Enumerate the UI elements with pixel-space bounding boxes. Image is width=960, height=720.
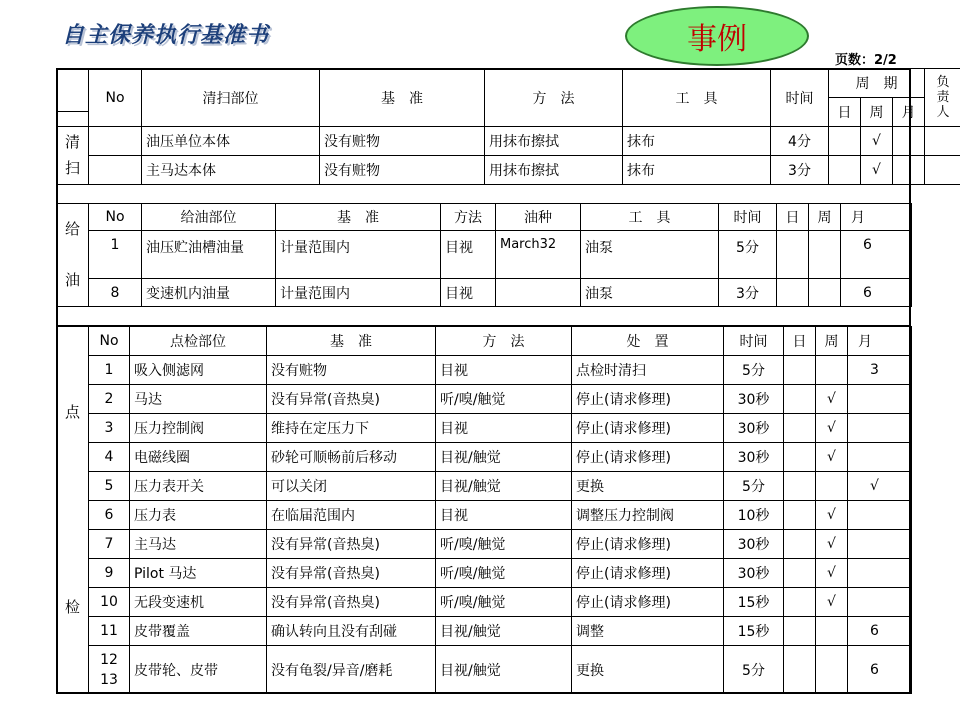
col-standard: 基 准 bbox=[320, 69, 485, 127]
table-cell: 10 bbox=[89, 588, 130, 617]
table-cell bbox=[925, 156, 960, 185]
table-cell: √ bbox=[816, 443, 848, 472]
col-action: 处 置 bbox=[572, 327, 724, 356]
table-cell: 5分 bbox=[724, 356, 784, 385]
table-cell: 调整压力控制阀 bbox=[572, 501, 724, 530]
col-week: 周 bbox=[816, 327, 848, 356]
col-month: 月 bbox=[893, 98, 925, 127]
table-cell: 维持在定压力下 bbox=[267, 414, 436, 443]
table-cell: 9 bbox=[89, 559, 130, 588]
table-cell: 15秒 bbox=[724, 588, 784, 617]
table-cell: 30秒 bbox=[724, 530, 784, 559]
table-cell: 无段变速机 bbox=[130, 588, 267, 617]
table-cell: 目视/触觉 bbox=[436, 646, 572, 694]
table-cell: 停止(请求修理) bbox=[572, 385, 724, 414]
col-oil-part: 给油部位 bbox=[142, 204, 276, 231]
table-cell: 听/嗅/触觉 bbox=[436, 530, 572, 559]
table-cell: 6 bbox=[89, 501, 130, 530]
table-cell: 6 bbox=[848, 617, 912, 646]
table-cell: 马达 bbox=[130, 385, 267, 414]
table-cell: 目视/触觉 bbox=[436, 443, 572, 472]
table-cell: 没有异常(音热臭) bbox=[267, 588, 436, 617]
table-cell: 11 bbox=[89, 617, 130, 646]
col-standard: 基 准 bbox=[267, 327, 436, 356]
col-month: 月 bbox=[841, 204, 912, 231]
table-cell: 10秒 bbox=[724, 501, 784, 530]
col-method: 方 法 bbox=[436, 327, 572, 356]
section-label-check: 点 检 bbox=[57, 327, 89, 694]
table-cell: 1 bbox=[89, 356, 130, 385]
table-cell: 没有异常(音热臭) bbox=[267, 530, 436, 559]
table-cell: 听/嗅/触觉 bbox=[436, 588, 572, 617]
table-cell: 更换 bbox=[572, 646, 724, 694]
table-cell: 压力表 bbox=[130, 501, 267, 530]
col-method: 方法 bbox=[441, 204, 496, 231]
table-cell: Pilot 马达 bbox=[130, 559, 267, 588]
table-cell: 1 bbox=[89, 231, 142, 279]
col-time: 时间 bbox=[719, 204, 777, 231]
table-cell: 变速机内油量 bbox=[142, 279, 276, 307]
col-time: 时间 bbox=[724, 327, 784, 356]
table-cell: 油压单位本体 bbox=[142, 127, 320, 156]
table-cell: √ bbox=[848, 472, 912, 501]
table-cell: 皮带覆盖 bbox=[130, 617, 267, 646]
table-cell: 4分 bbox=[771, 127, 829, 156]
table-cell: 6 bbox=[848, 646, 912, 694]
table-cell: 6 bbox=[841, 279, 912, 307]
table-cell: 没有赃物 bbox=[267, 356, 436, 385]
col-cycle: 周 期 bbox=[829, 69, 925, 98]
col-no: No bbox=[89, 327, 130, 356]
table-cell: 30秒 bbox=[724, 414, 784, 443]
table-cell: 主马达本体 bbox=[142, 156, 320, 185]
table-cell: 目视 bbox=[441, 279, 496, 307]
table-cell: 停止(请求修理) bbox=[572, 559, 724, 588]
section-label-clean: 清 扫 bbox=[57, 127, 89, 185]
table-cell: 3分 bbox=[771, 156, 829, 185]
table-cell: √ bbox=[816, 530, 848, 559]
table-cell: 目视/触觉 bbox=[436, 472, 572, 501]
col-method: 方 法 bbox=[485, 69, 623, 127]
table-cell: 8 bbox=[89, 279, 142, 307]
table-cell: 5分 bbox=[719, 231, 777, 279]
table-cell: 停止(请求修理) bbox=[572, 588, 724, 617]
table-cell: 用抹布擦拭 bbox=[485, 127, 623, 156]
table-cell: √ bbox=[816, 588, 848, 617]
table-cell: 5分 bbox=[724, 472, 784, 501]
table-cell: 没有异常(音热臭) bbox=[267, 559, 436, 588]
col-day: 日 bbox=[829, 98, 861, 127]
table-cell: 压力表开关 bbox=[130, 472, 267, 501]
table-cell: 用抹布擦拭 bbox=[485, 156, 623, 185]
col-no: No bbox=[89, 69, 142, 127]
table-cell: 主马达 bbox=[130, 530, 267, 559]
table-cell: 调整 bbox=[572, 617, 724, 646]
table-cell: 油泵 bbox=[581, 231, 719, 279]
table-cell: 确认转向且没有刮碰 bbox=[267, 617, 436, 646]
table-cell: 6 bbox=[841, 231, 912, 279]
table-cell: 没有赃物 bbox=[320, 156, 485, 185]
table-cell: 油泵 bbox=[581, 279, 719, 307]
table-cell: 7 bbox=[89, 530, 130, 559]
table-cell: 砂轮可顺畅前后移动 bbox=[267, 443, 436, 472]
table-cell: 目视 bbox=[436, 414, 572, 443]
table-outer-border bbox=[56, 68, 911, 694]
table-cell: 3 bbox=[848, 356, 912, 385]
col-tool: 工 具 bbox=[623, 69, 771, 127]
col-time: 时间 bbox=[771, 69, 829, 127]
col-clean-part: 清扫部位 bbox=[142, 69, 320, 127]
table-cell: 4 bbox=[89, 443, 130, 472]
table-cell: 目视 bbox=[441, 231, 496, 279]
table-cell: 在临届范围内 bbox=[267, 501, 436, 530]
table-cell: 停止(请求修理) bbox=[572, 414, 724, 443]
table-cell: 可以关闭 bbox=[267, 472, 436, 501]
col-day: 日 bbox=[784, 327, 816, 356]
table-cell: 计量范围内 bbox=[276, 279, 441, 307]
col-week: 周 bbox=[809, 204, 841, 231]
table-cell: 5分 bbox=[724, 646, 784, 694]
table-cell: 15秒 bbox=[724, 617, 784, 646]
table-cell: √ bbox=[816, 559, 848, 588]
table-cell: 3 bbox=[89, 414, 130, 443]
table-cell: 2 bbox=[89, 385, 130, 414]
col-owner: 负责人 bbox=[925, 69, 960, 127]
table-cell: √ bbox=[861, 156, 893, 185]
table-cell: 停止(请求修理) bbox=[572, 530, 724, 559]
example-badge: 事例 bbox=[625, 6, 809, 66]
table-cell: 听/嗅/触觉 bbox=[436, 385, 572, 414]
table-cell: 5 bbox=[89, 472, 130, 501]
page-number: 页数：2/2 bbox=[835, 53, 897, 68]
col-week: 周 bbox=[861, 98, 893, 127]
col-oil-type: 油种 bbox=[496, 204, 581, 231]
table-cell: 吸入侧滤网 bbox=[130, 356, 267, 385]
table-cell: 计量范围内 bbox=[276, 231, 441, 279]
table-cell: 电磁线圈 bbox=[130, 443, 267, 472]
table-cell: 油压贮油槽油量 bbox=[142, 231, 276, 279]
table-cell: 皮带轮、皮带 bbox=[130, 646, 267, 694]
table-cell: 30秒 bbox=[724, 443, 784, 472]
table-cell: 抹布 bbox=[623, 127, 771, 156]
table-cell: 听/嗅/触觉 bbox=[436, 559, 572, 588]
col-tool: 工 具 bbox=[581, 204, 719, 231]
col-check-part: 点检部位 bbox=[130, 327, 267, 356]
table-cell: 没有龟裂/异音/磨耗 bbox=[267, 646, 436, 694]
table-cell: 30秒 bbox=[724, 559, 784, 588]
table-cell: 12 13 bbox=[89, 646, 130, 694]
table-cell: 没有赃物 bbox=[320, 127, 485, 156]
table-cell: 压力控制阀 bbox=[130, 414, 267, 443]
table-cell: √ bbox=[816, 501, 848, 530]
table-cell: √ bbox=[816, 414, 848, 443]
document-title: 自主保养执行基准书 bbox=[62, 23, 270, 48]
table-cell: 目视 bbox=[436, 356, 572, 385]
table-cell: 30秒 bbox=[724, 385, 784, 414]
table-cell: 目视 bbox=[436, 501, 572, 530]
table-cell: 点检时清扫 bbox=[572, 356, 724, 385]
col-month: 月 bbox=[848, 327, 912, 356]
table-cell: 抹布 bbox=[623, 156, 771, 185]
table-cell: 目视/触觉 bbox=[436, 617, 572, 646]
table-cell: 3分 bbox=[719, 279, 777, 307]
col-no: No bbox=[89, 204, 142, 231]
table-cell: 更换 bbox=[572, 472, 724, 501]
table-cell: √ bbox=[816, 385, 848, 414]
section-label-oil: 给 油 bbox=[57, 204, 89, 307]
col-standard: 基 准 bbox=[276, 204, 441, 231]
table-cell bbox=[925, 127, 960, 156]
table-cell: 停止(请求修理) bbox=[572, 443, 724, 472]
table-cell: March32 bbox=[496, 231, 581, 279]
table-cell: 没有异常(音热臭) bbox=[267, 385, 436, 414]
table-cell: √ bbox=[861, 127, 893, 156]
col-day: 日 bbox=[777, 204, 809, 231]
